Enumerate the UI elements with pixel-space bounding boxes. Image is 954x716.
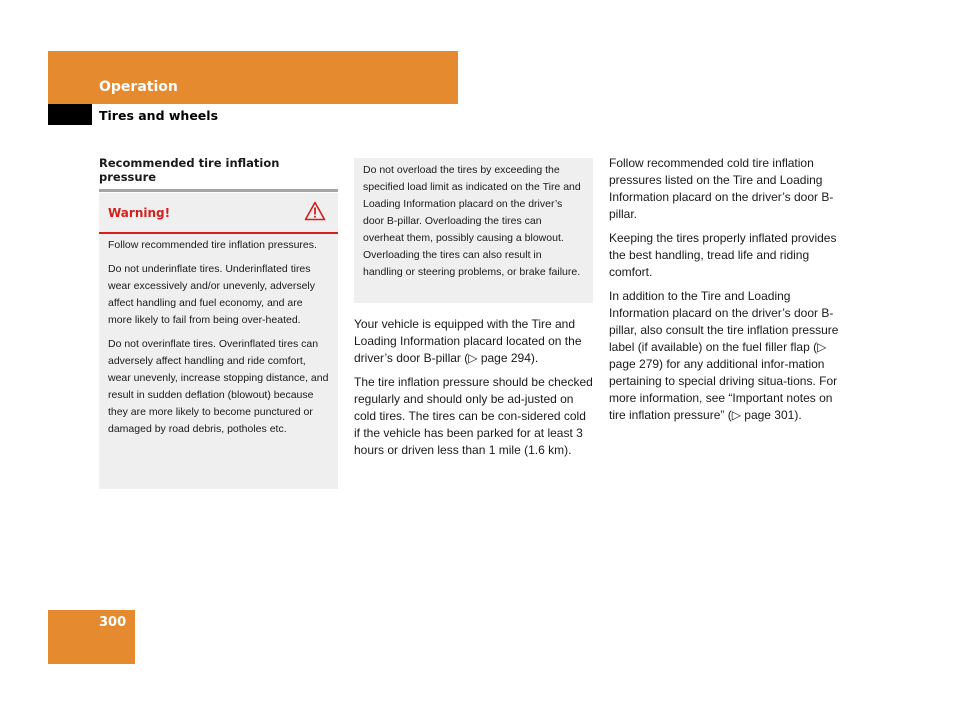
warning-title: Warning!	[108, 206, 171, 220]
warning-triangle-icon	[304, 201, 326, 221]
section-heading: Recommended tire inflation pressure	[99, 156, 338, 192]
column-3-text	[609, 155, 849, 431]
warning-box	[99, 193, 338, 489]
section-title: Operation	[99, 79, 178, 95]
page-number: 300	[99, 615, 127, 630]
note-box	[354, 158, 593, 303]
body-paragraph: Your vehicle is equipped with the Tire and Loading Information placard located on the driver’s door B-pillar (▷ page 294).	[354, 317, 582, 365]
warning-paragraph: Follow recommended tire inflation pressures.	[108, 239, 317, 251]
warning-paragraph: Do not overinflate tires. Overinflated tires can adversely affect handling and ride comfort, wear unevenly, increase stopping distance, and result in sudden deflation (blowout) because they are more likely to become punctured or damaged by road debris, potholes etc.	[108, 338, 329, 435]
section-tab-marker	[48, 104, 92, 125]
warning-paragraph: Do not underinflate tires. Underinflated tires wear excessively and/or unevenly, adversely affect handling and fuel economy, and are more likely to fail from being over-heated.	[108, 263, 315, 326]
body-paragraph: Keeping the tires properly inflated provides the best handling, tread life and riding comfort.	[609, 231, 837, 279]
body-paragraph: In addition to the Tire and Loading Information placard on the driver’s door B-pillar, also consult the tire inflation pressure label (if available) on the fuel filler flap (▷ page 279) for any additional infor-mation pertaining to special driving situa-tions. For more information, see “Important notes on tire inflation pressure” (▷ page 301).	[609, 289, 839, 422]
warning-header	[99, 193, 338, 234]
subsection-title: Tires and wheels	[99, 108, 219, 123]
body-paragraph: Follow recommended cold tire inflation pressures listed on the Tire and Loading Information placard on the driver’s door B-pillar.	[609, 156, 834, 221]
column-2-text	[354, 316, 594, 466]
header-bar	[48, 51, 458, 104]
body-paragraph: The tire inflation pressure should be checked regularly and should only be ad-justed on cold tires. The tires can be con-sidered cold if the vehicle has been parked for at least 3 hours or driven less than 1 mile (1.6 km).	[354, 375, 593, 457]
warning-body	[99, 234, 338, 438]
note-text: Do not overload the tires by exceeding the specified load limit as indicated on the Tire and Loading Information placard on the driver’s door B-pillar. Overloading the tires can overheat them, possibly causing a blowout. Overloading the tires can also result in handling or steering problems, or brake failure.	[363, 164, 581, 278]
